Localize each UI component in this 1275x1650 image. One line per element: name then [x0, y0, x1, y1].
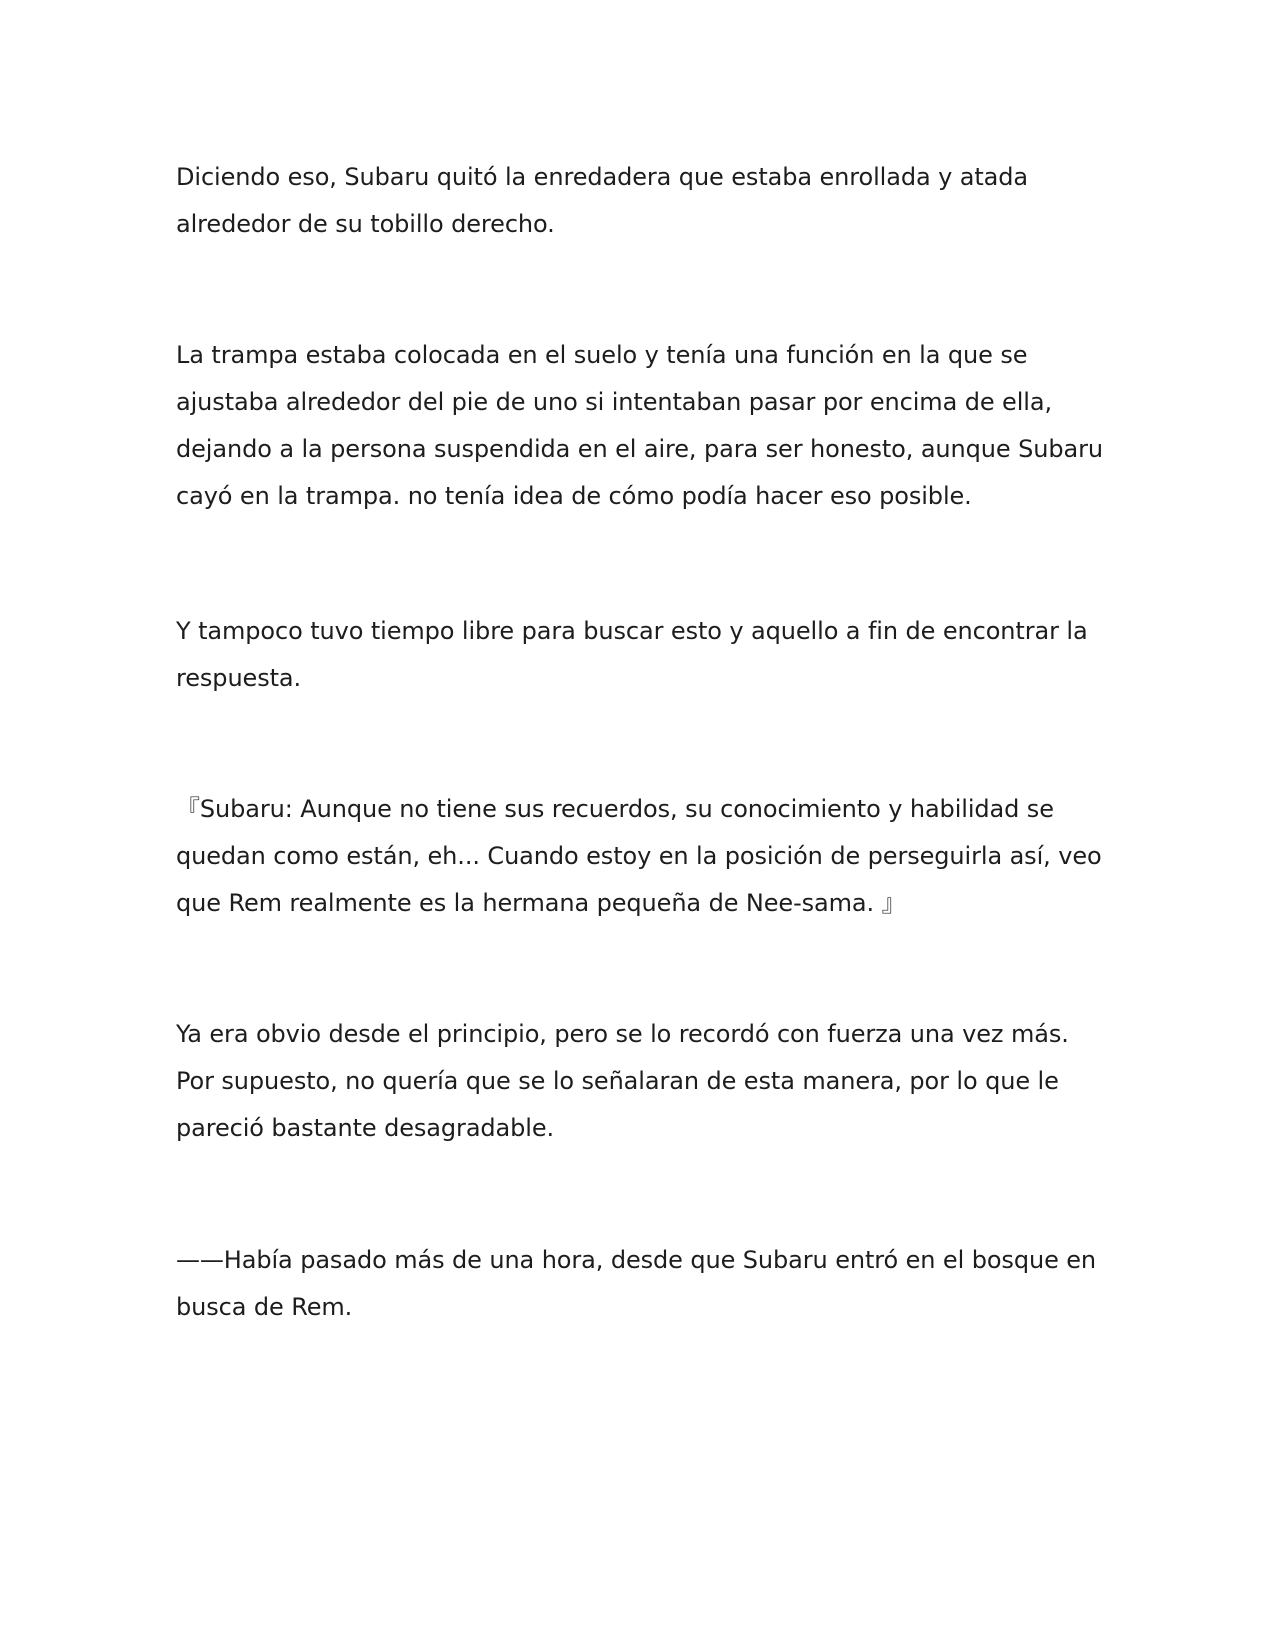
paragraph-line: Ya era obvio desde el principio, pero se lo recordó con fuerza una vez más.	[176, 1020, 1069, 1048]
paragraph-5	[176, 1011, 1096, 1152]
paragraph-line: dejando a la persona suspendida en el aire, para ser honesto, aunque Subaru	[176, 435, 1103, 463]
paragraph-line: cayó en la trampa. no tenía idea de cómo podía hacer eso posible.	[176, 482, 972, 510]
paragraph-line: La trampa estaba colocada en el suelo y tenía una función en la que se	[176, 341, 1028, 369]
paragraph-line: Por supuesto, no quería que se lo señalaran de esta manera, por lo que le	[176, 1067, 1059, 1095]
paragraph-4-dialogue	[176, 786, 1102, 927]
paragraph-line: que Rem realmente es la hermana pequeña de Nee-sama. 』	[176, 889, 906, 917]
paragraph-line: pareció bastante desagradable.	[176, 1114, 555, 1142]
paragraph-line: quedan como están, eh... Cuando estoy en la posición de perseguirla así, veo	[176, 842, 1102, 870]
paragraph-line: 『Subaru: Aunque no tiene sus recuerdos, su conocimiento y habilidad se	[176, 795, 1054, 823]
paragraph-line: Y tampoco tuvo tiempo libre para buscar esto y aquello a fin de encontrar la	[176, 617, 1088, 645]
paragraph-line: respuesta.	[176, 664, 302, 692]
paragraph-3	[176, 608, 1096, 702]
paragraph-line: ——Había pasado más de una hora, desde que Subaru entró en el bosque en	[176, 1246, 1097, 1274]
paragraph-line: alrededor de su tobillo derecho.	[176, 210, 555, 238]
paragraph-line: busca de Rem.	[176, 1293, 353, 1321]
paragraph-1	[176, 154, 1096, 248]
paragraph-line: Diciendo eso, Subaru quitó la enredadera que estaba enrollada y atada	[176, 163, 1029, 191]
paragraph-6	[176, 1237, 1096, 1331]
paragraph-line: ajustaba alrededor del pie de uno si intentaban pasar por encima de ella,	[176, 388, 1052, 416]
paragraph-2	[176, 332, 1103, 520]
